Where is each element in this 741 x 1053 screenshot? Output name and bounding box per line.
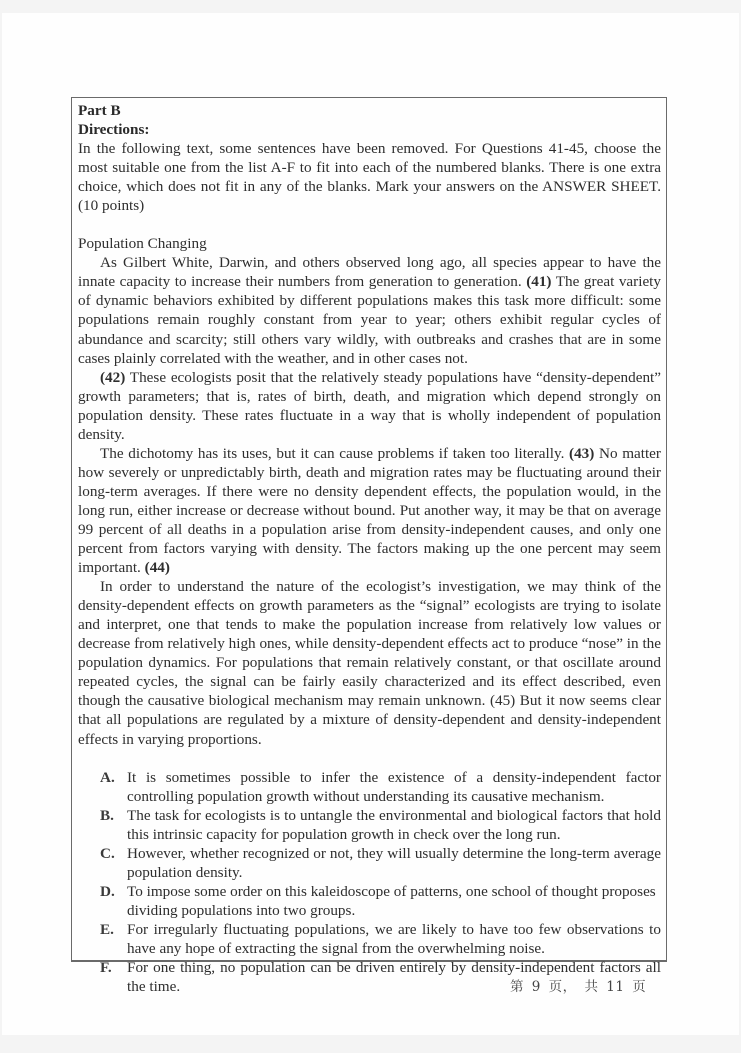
paragraph-text: In order to understand the nature of the ecologist’s investigation, we may think of the density-dependent effects on growth parameters as the “signal” ecologists are trying to isolate and interpret, one that tends to make the population increase from relatively low values or decrease from relatively high ones, while density-dependent effects act to produce “nose” in the population dynamics. For populations that remain relatively constant, or that oscillate around repeated cycles, the signal can be fairly easily characterized and its effect described, even though the causative biological mechanism may remain unknown.	[78, 578, 661, 710]
directions-text: In the following text, some sentences have been removed. For Questions 41-45, choose the most suitable one from the list A-F to fit into each of the numbered blanks. There is one extra choice, which does not fit in any of the blanks. Mark your answers on the ANSWER SHEET. (10 points)	[78, 140, 661, 215]
option-text: To impose some order on this kaleidoscope of patterns, one school of thought proposes dividing populations into two groups.	[127, 882, 656, 919]
answer-options-list	[78, 768, 661, 997]
blank-41: (41)	[526, 273, 552, 291]
paragraph-text: The dichotomy has its uses, but it can cause problems if taken too literally.	[100, 444, 570, 462]
option-letter: E.	[100, 920, 114, 938]
option-letter: B.	[100, 806, 114, 824]
option-letter: C.	[100, 844, 115, 862]
blank-45: (45)	[489, 692, 516, 710]
paragraph-text: But it now seems clear that all populations are regulated by a mixture of density-dependent and density-independent effects in varying proportions.	[78, 692, 661, 748]
paragraph-text: As Gilbert White, Darwin, and others observed long ago, all species appear to have the innate capacity to increase their numbers from generation to generation.	[78, 254, 661, 291]
option-c	[100, 844, 661, 882]
option-text: It is sometimes possible to infer the existence of a density-independent factor controlling population growth without understanding its causative mechanism.	[127, 768, 661, 805]
passage-paragraph-4	[78, 577, 661, 748]
passage-paragraph-1	[78, 253, 661, 367]
spacer	[78, 215, 661, 234]
page-number: 第 9 页， 共 11 页	[510, 979, 647, 995]
paragraph-text: No matter how severely or unpredictably birth, death and migration rates may be fluctuating around their long-term averages. If there were no density dependent effects, the population would, in the long run, either increase or decrease without bound. Put another way, it may be that on average 99 percent of all deaths in a population arise from density-independent causes, and only one percent from factors varying with density. The factors making up the one percent may seem important.	[78, 444, 661, 577]
option-letter: D.	[100, 882, 115, 900]
paragraph-text: The great variety of dynamic behaviors exhibited by different populations makes this task more difficult: some populations remain roughly constant from year to year; others exhibit regular cycles of abundance and scarcity; still others vary wildly, with outbreaks and crashes that are in some cases plainly correlated with the weather, and in other cases not.	[78, 273, 661, 367]
option-e	[100, 920, 661, 958]
option-b	[100, 806, 661, 844]
option-text: The task for ecologists is to untangle the environmental and biological factors that hold this intrinsic capacity for population growth in check over the long run.	[127, 806, 661, 843]
paragraph-text: These ecologists posit that the relatively steady populations have “density-dependent” growth parameters; that is, rates of birth, death, and migration which depend strongly on population density. These rates fluctuate in a way that is wholly independent of population density.	[78, 368, 661, 443]
passage-paragraph-2	[78, 368, 661, 444]
option-d	[100, 882, 661, 920]
option-text: For irregularly fluctuating populations, we are likely to have too few observations to have any hope of extracting the signal from the overwhelming noise.	[127, 920, 661, 957]
blank-42: (42)	[100, 368, 126, 386]
option-text: However, whether recognized or not, they will usually determine the long-term average population density.	[127, 844, 661, 881]
passage-title: Population Changing	[78, 235, 207, 253]
blank-43: (43)	[569, 444, 595, 462]
passage-paragraph-3	[78, 444, 661, 577]
option-letter: F.	[100, 959, 112, 977]
option-letter: A.	[100, 768, 115, 786]
part-title: Part B	[78, 102, 121, 119]
blank-44: (44)	[144, 559, 170, 577]
directions-label: Directions:	[78, 121, 150, 139]
option-a	[100, 768, 661, 806]
option-text: For one thing, no population can be driven entirely by density-independent factors all the time.	[127, 959, 661, 996]
